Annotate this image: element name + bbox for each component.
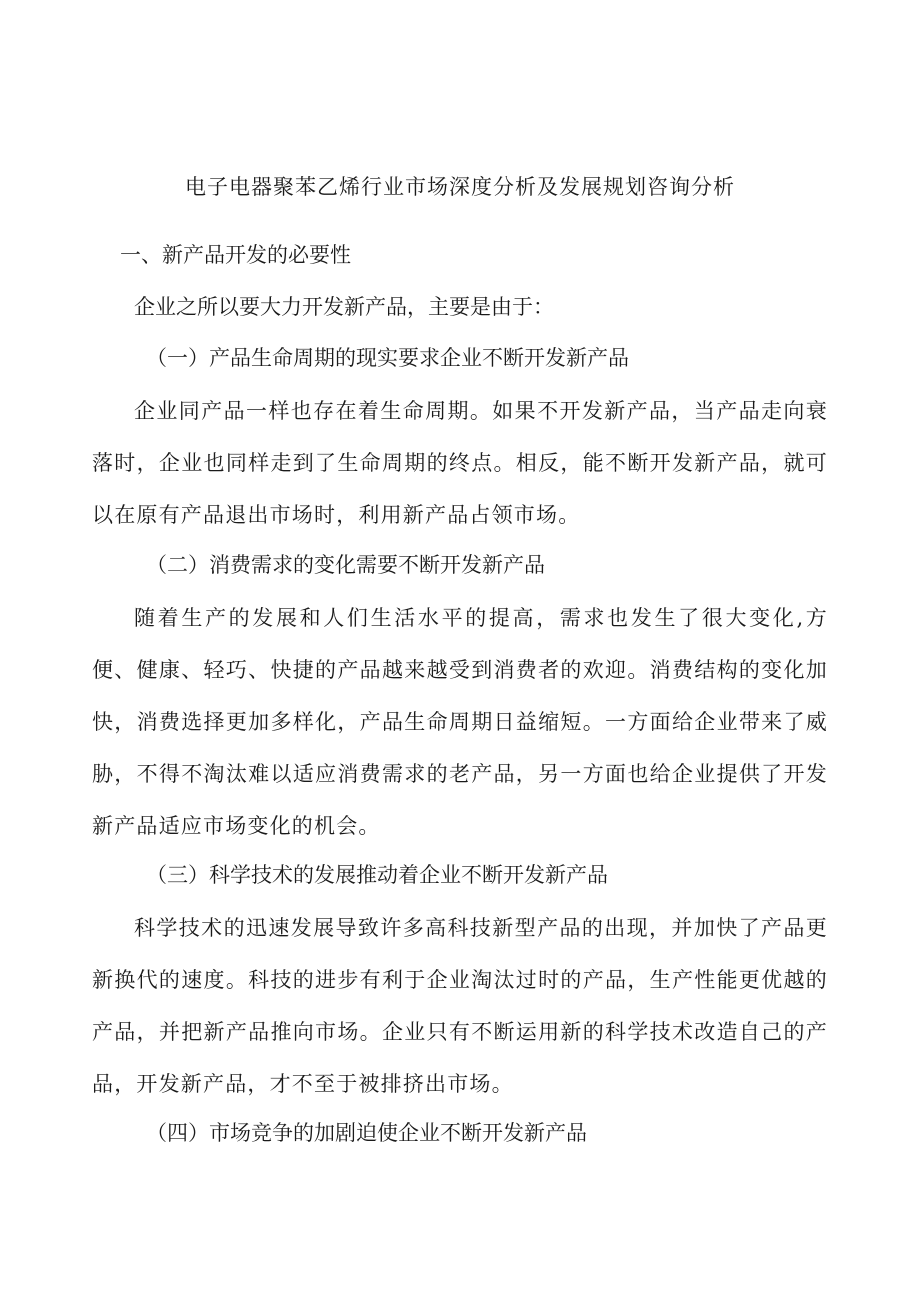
document-title: 电子电器聚苯乙烯行业市场深度分析及发展规划咨询分析 — [185, 175, 735, 199]
paragraph-1: 企业同产品一样也存在着生命周期。如果不开发新产品，当产品走向衰落时，企业也同样走到了生命周期的终点。相反，能不断开发新产品，就可以在原有产品退出市场时，利用新产品占领市场。 — [92, 399, 828, 527]
intro-text: 企业之所以要大力开发新产品，主要是由于： — [134, 295, 554, 319]
paragraph-2: 随着生产的发展和人们生活水平的提高，需求也发生了很大变化,方便、健康、轻巧、快捷的产品越来越受到消费者的欢迎。消费结构的变化加快，消费选择更加多样化，产品生命周期日益缩短。一方面给企业带来了威胁，不得不淘汰难以适应消费需求的老产品，另一方面也给企业提供了开发新产品适应市场变化的机会。 — [92, 606, 828, 838]
paragraph-3: 科学技术的迅速发展导致许多高科技新型产品的出现，并加快了产品更新换代的速度。科技的进步有利于企业淘汰过时的产品，生产性能更优越的产品，并把新产品推向市场。企业只有不断运用新的科学技术改造自己的产品，开发新产品，才不至于被排挤出市场。 — [92, 916, 828, 1096]
subheading-1: （一）产品生命周期的现实要求企业不断开发新产品 — [146, 346, 629, 370]
subheading-3: （三）科学技术的发展推动着企业不断开发新产品 — [146, 863, 608, 887]
section-heading: 一、新产品开发的必要性 — [120, 243, 351, 267]
subheading-4: （四）市场竞争的加剧迫使企业不断开发新产品 — [146, 1121, 587, 1145]
subheading-2: （二）消费需求的变化需要不断开发新产品 — [146, 553, 545, 577]
